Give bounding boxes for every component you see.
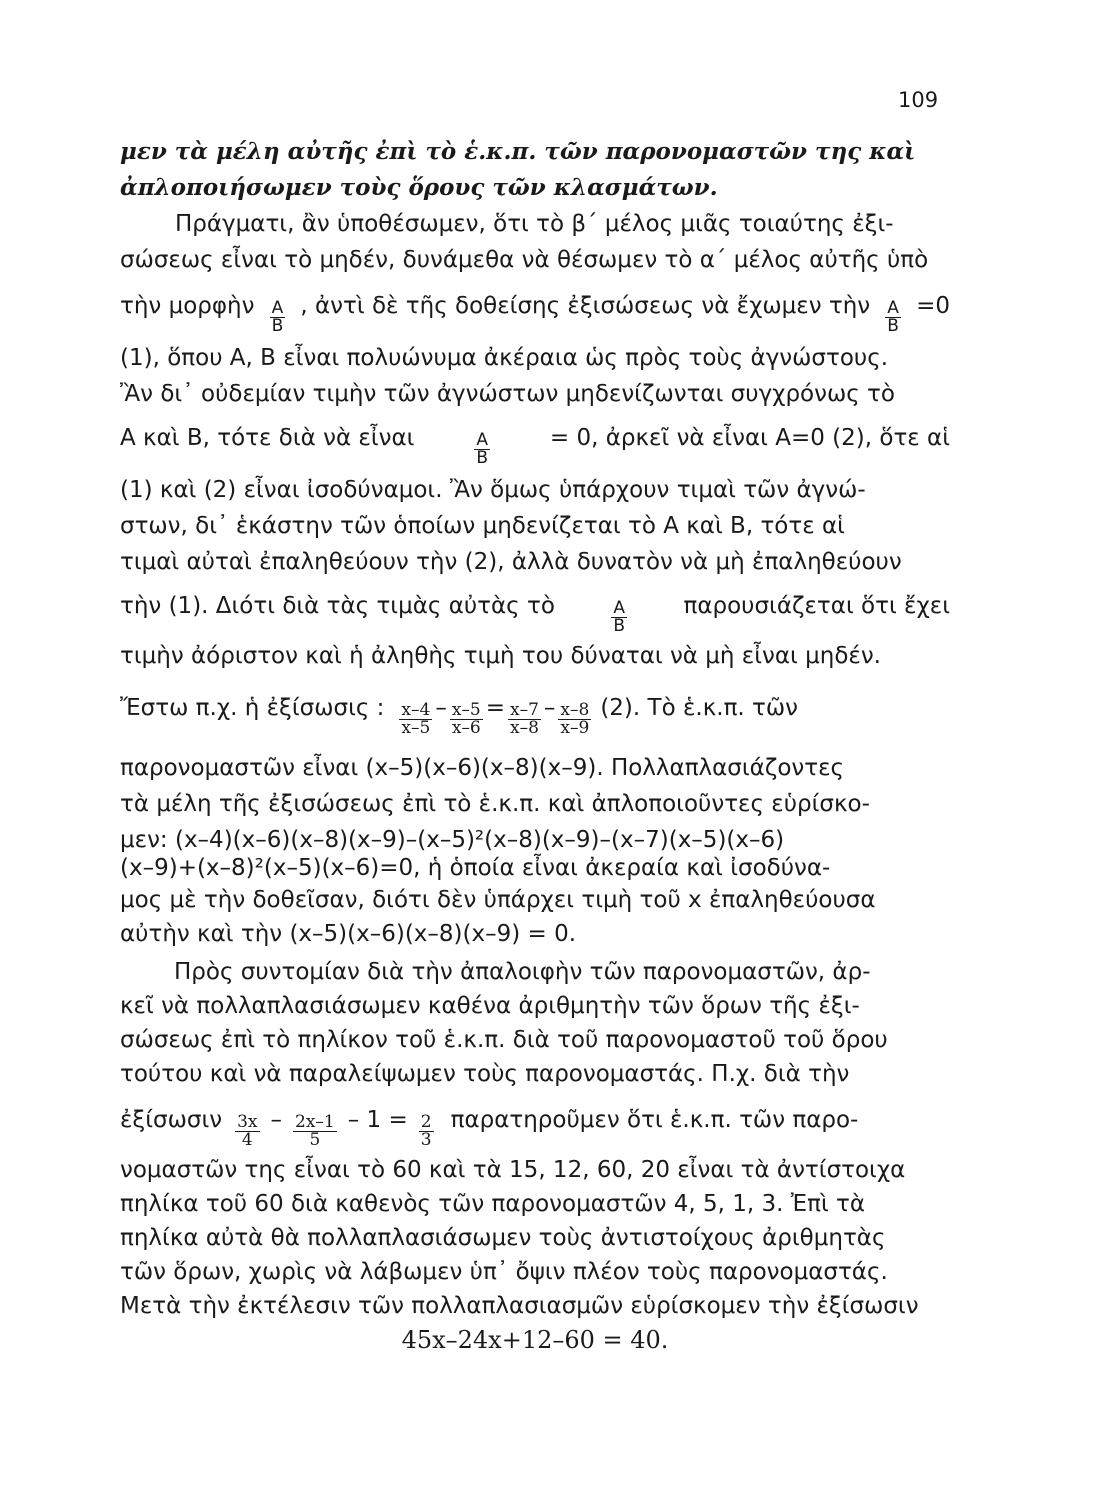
fraction xyxy=(450,702,483,737)
operator: = xyxy=(485,695,506,721)
text-segment: Α καὶ Β, τότε διὰ νὰ εἶναι xyxy=(120,425,415,451)
fraction-a-over-b xyxy=(474,432,490,467)
operator: – xyxy=(543,695,556,721)
text-line: τιμαὶ αὐταὶ ἐπαληθεύουν τὴν (2), ἀλλὰ δυνατὸν νὰ μὴ ἐπαληθεύουν xyxy=(120,549,902,575)
text-line: πηλίκα αὐτὰ θὰ πολλαπλασιάσωμεν τοὺς ἀντιστοίχους ἀριθμητὰς xyxy=(120,1225,886,1251)
fraction xyxy=(508,702,541,737)
fraction-numerator: A xyxy=(476,430,488,450)
fraction-numerator: x–7 xyxy=(510,700,539,720)
fraction xyxy=(293,1114,337,1149)
equation-line xyxy=(120,1104,950,1149)
fraction-denominator: x–5 xyxy=(401,718,431,738)
text-line: Μετὰ τὴν ἐκτέλεσιν τῶν πολλαπλασιασμῶν εὑρίσκομεν τὴν ἐξίσωσιν xyxy=(120,1293,919,1319)
text-line-with-fraction xyxy=(120,422,950,467)
fraction-numerator: 3x xyxy=(237,1112,258,1132)
operator: – xyxy=(435,695,447,721)
text-line: νομαστῶν της εἶναι τὸ 60 καὶ τὰ 15, 12, 60, 20 εἶναι τὰ ἀντίστοιχα xyxy=(120,1157,906,1183)
text-segment: παρατηροῦμεν ὅτι ἑ.κ.π. τῶν παρο- xyxy=(450,1107,859,1133)
text-line: μεν: (x–4)(x–6)(x–8)(x–9)–(x–5)²(x–8)(x–9)–(x–7)(x–5)(x–6) xyxy=(120,827,785,853)
fraction xyxy=(399,702,432,737)
text-line: τούτου καὶ νὰ παραλείψωμεν τοὺς παρονομαστάς. Π.χ. διὰ τὴν xyxy=(120,1061,850,1087)
text-segment: ἐξίσωσιν xyxy=(120,1107,223,1133)
text-segment: = 0, ἀρκεῖ νὰ εἶναι Α=0 (2), ὅτε αἱ xyxy=(549,425,950,451)
fraction-denominator: x–8 xyxy=(510,718,539,738)
equation-line xyxy=(120,692,950,737)
fraction xyxy=(558,702,591,737)
fraction-numerator: 2 xyxy=(420,1112,432,1132)
fraction-denominator: 4 xyxy=(241,1130,253,1150)
fraction-denominator: x–9 xyxy=(560,718,590,738)
text-line: σώσεως ἐπὶ τὸ πηλίκον τοῦ ἑ.κ.π. διὰ τοῦ παρονομαστοῦ τοῦ ὅρου xyxy=(120,1027,888,1053)
text-segment: , ἀντὶ δὲ τῆς δοθείσης ἐξισώσεως νὰ ἔχωμεν τὴν xyxy=(300,293,871,319)
fraction-numerator: 2x–1 xyxy=(295,1112,335,1132)
text-line: Πράγματι, ἂν ὑποθέσωμεν, ὅτι τὸ β΄ μέλος μιᾶς τοιαύτης ἐξι- xyxy=(175,211,894,237)
text-segment: παρουσιάζεται ὅτι ἔχει xyxy=(683,593,950,619)
fraction-denominator: x–6 xyxy=(451,718,481,738)
fraction-a-over-b xyxy=(270,300,286,335)
text-line: τῶν ὅρων, χωρὶς νὰ λάβωμεν ὑπ᾽ ὄψιν πλέον τοὺς παρονομαστάς. xyxy=(120,1259,888,1285)
fraction-denominator: B xyxy=(887,316,899,336)
text-line: μος μὲ τὴν δοθεῖσαν, διότι δὲν ὑπάρχει τιμὴ τοῦ x ἐπαληθεύουσα xyxy=(120,887,876,913)
text-line: τιμὴν ἀόριστον καὶ ἡ ἀληθὴς τιμὴ του δύναται νὰ μὴ εἶναι μηδέν. xyxy=(120,643,881,669)
text-line: πηλίκα τοῦ 60 διὰ καθενὸς τῶν παρονομαστῶν 4, 5, 1, 3. Ἐπὶ τὰ xyxy=(120,1191,866,1217)
text-line-with-fraction xyxy=(120,590,950,635)
fraction-numerator: x–8 xyxy=(560,700,590,720)
text-line: Πρὸς συντομίαν διὰ τὴν ἀπαλοιφὴν τῶν παρονομαστῶν, ἀρ- xyxy=(174,959,871,985)
operator: – 1 = xyxy=(347,1107,408,1133)
fraction-denominator: 5 xyxy=(309,1130,321,1150)
text-segment: (2). Τὸ ἑ.κ.π. τῶν xyxy=(600,695,798,721)
fraction-a-over-b xyxy=(611,600,627,635)
fraction-numerator: A xyxy=(271,298,284,318)
text-line: ἀπλοποιήσωμεν τοὺς ὅρους τῶν κλασμάτων. xyxy=(120,174,718,201)
fraction-numerator: A xyxy=(887,298,899,318)
final-equation: 45x–24x+12–60 = 40. xyxy=(401,1326,669,1354)
text-line: αὐτὴν καὶ τὴν (x–5)(x–6)(x–8)(x–9) = 0. xyxy=(120,921,577,947)
fraction xyxy=(419,1114,434,1149)
text-segment: =0 xyxy=(916,293,950,319)
text-line: (1), ὅπου Α, Β εἶναι πολυώνυμα ἀκέραια ὡς πρὸς τοὺς ἀγνώστους. xyxy=(120,345,889,371)
text-line: τὰ μέλη τῆς ἐξισώσεως ἐπὶ τὸ ἑ.κ.π. καὶ ἀπλοποιοῦντες εὑρίσκο- xyxy=(120,791,870,817)
fraction-denominator: 3 xyxy=(420,1130,432,1150)
text-line: στων, δι᾽ ἑκάστην τῶν ὁποίων μηδενίζεται τὸ Α καὶ Β, τότε αἱ xyxy=(120,513,845,539)
fraction-denominator: B xyxy=(271,316,284,336)
fraction-numerator: A xyxy=(613,598,626,618)
text-line: (x–9)+(x–8)²(x–5)(x–6)=0, ἡ ὁποία εἶναι ἀκεραία καὶ ἰσοδύνα- xyxy=(120,855,831,881)
text-line: μεν τὰ μέλη αὐτῆς ἐπὶ τὸ ἑ.κ.π. τῶν παρονομαστῶν της καὶ xyxy=(120,138,916,165)
fraction-denominator: B xyxy=(613,616,626,636)
text-line: παρονομαστῶν εἶναι (x–5)(x–6)(x–8)(x–9). Πολλαπλασιάζοντες xyxy=(120,755,845,781)
fraction xyxy=(235,1114,259,1149)
text-segment: τὴν μορφὴν xyxy=(120,293,255,319)
text-line: (1) καὶ (2) εἶναι ἰσοδύναμοι. Ἂν ὅμως ὑπάρχουν τιμαὶ τῶν ἀγνώ- xyxy=(120,477,866,503)
text-line: Ἂν δι᾽ οὐδεμίαν τιμὴν τῶν ἀγνώστων μηδενίζωνται συγχρόνως τὸ xyxy=(120,381,895,407)
text-line-with-fraction xyxy=(120,290,950,335)
page-number: 109 xyxy=(898,88,939,112)
text-line: κεῖ νὰ πολλαπλασιάσωμεν καθένα ἀριθμητὴν τῶν ὅρων τῆς ἐξι- xyxy=(120,993,860,1019)
operator: – xyxy=(270,1107,282,1133)
fraction-numerator: x–5 xyxy=(451,700,481,720)
text-segment: τὴν (1). Διότι διὰ τὰς τιμὰς αὐτὰς τὸ xyxy=(120,593,555,619)
fraction-numerator: x–4 xyxy=(401,700,431,720)
fraction-denominator: B xyxy=(476,448,488,468)
text-line: σώσεως εἶναι τὸ μηδέν, δυνάμεθα νὰ θέσωμεν τὸ α΄ μέλος αὐτῆς ὑπὸ xyxy=(120,247,929,273)
text-segment: Ἔστω π.χ. ἡ ἐξίσωσις : xyxy=(120,695,385,721)
fraction-a-over-b xyxy=(885,300,901,335)
